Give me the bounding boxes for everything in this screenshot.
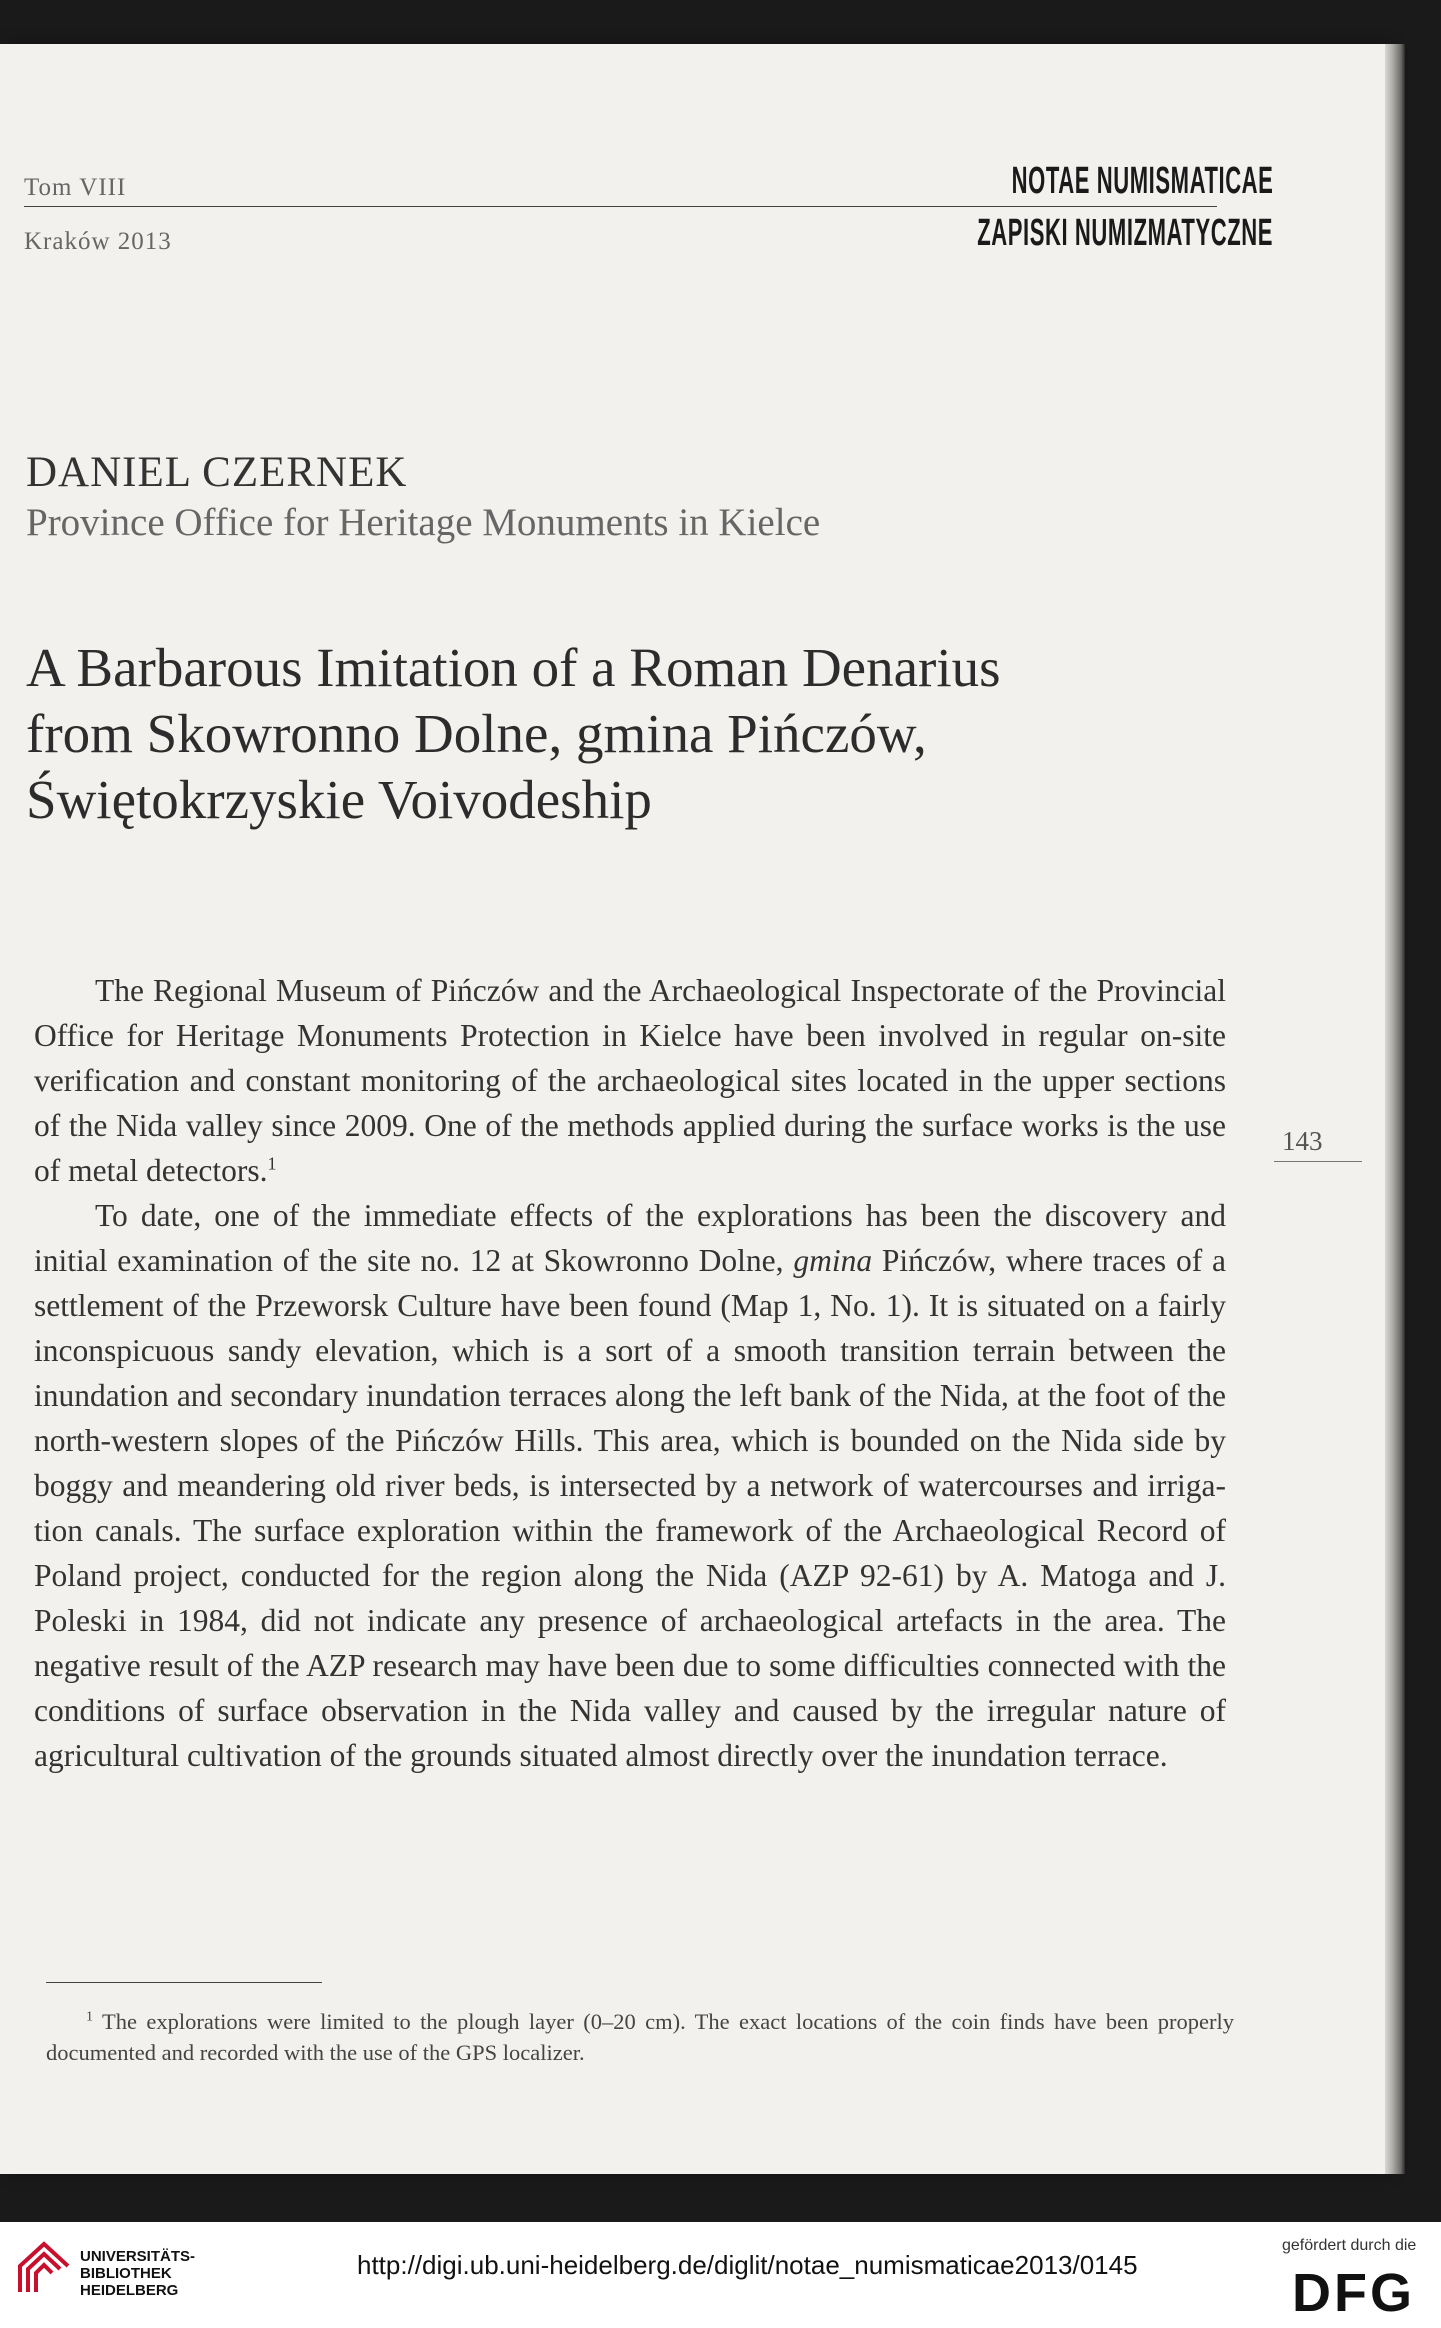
footnote-ref[interactable]: 1 (267, 1153, 277, 1174)
title-line-1: A Barbarous Imitation of a Roman Denarius (26, 637, 1001, 698)
page-number: 143 (1282, 1126, 1323, 1156)
place-year-label: Kraków 2013 (24, 228, 172, 255)
article-title (26, 635, 1176, 833)
article-body (34, 968, 1226, 1778)
footnote-number: 1 (86, 2009, 93, 2025)
journal-title-polish: ZAPISKI NUMIZMATYCZNE (977, 212, 1273, 254)
university-library-logo-icon[interactable] (14, 2238, 74, 2298)
paragraph-1: The Regional Museum of Pińczów and the Archaeological Inspectorate of the Provincial Office for Heritage Monuments Protection in Kielce have been involved in regular on-site verification and constant monitoring of the archaeological sites located in the upper sections of the Nida valley since 2009. One of the methods applied during the surface works is the use of metal detectors.$^1$ (34, 973, 1226, 1188)
dfg-logo[interactable]: DFG (1292, 2263, 1415, 2323)
funding-text: gefördert durch die (1282, 2237, 1417, 2254)
header-rule (24, 206, 1217, 207)
title-line-2: from Skowronno Dolne, gmina Pińczów, (26, 703, 927, 764)
author-affiliation: Province Office for Heritage Monuments in Kielce (26, 501, 821, 544)
footnote-separator (46, 1982, 322, 1983)
journal-title-latin: NOTAE NUMISMATICAE (1011, 160, 1273, 202)
paragraph-2: To date, one of the immediate effects of the explorations has been the discovery and initial examination of the site no. 12 at Skowronno Dolne, gmina Pińczów, where traces of a settlement of the Przeworsk Culture have been found (Map 1, No. 1). It is situated on a fairly inconspicuous sandy elevation, which is a sort of a smooth transition terrain between the inundation and secondary inundation terraces along the left bank of the Nida, at the foot of the north-western slopes of the Pińczów Hills. This area, which is bounded on the Nida side by boggy and meandering old river beds, is intersected by a network of watercourses and irrigation canals. The surface exploration within the framework of the Archaeological Record of Poland project, conducted for the region along the Nida (AZP 92-61) by A. Matoga and J. Poleski in 1984, did not indicate any presence of archaeological artefacts in the area. The negative result of the AZP research may have been due to some difficulties connected with the conditions of surface observation in the Nida valley and caused by the irregular nature of agricultural cultivation of the grounds situated almost directly over the inundation terrace. (34, 1198, 1226, 1773)
source-url-link[interactable]: http://digi.ub.uni-heidelberg.de/diglit/notae_numismaticae2013/0145 (357, 2250, 1138, 2280)
page-number-rule (1274, 1161, 1362, 1162)
footnote-text: The explorations were limited to the plough layer (0–20 cm). The exact locations of the coin finds have been properly documented and recorded with the use of the GPS localizer. (46, 2009, 1234, 2065)
university-library-name[interactable]: UNIVERSITÄTS- BIBLIOTHEK HEIDELBERG (80, 2248, 196, 2299)
volume-label: Tom VIII (24, 174, 127, 201)
page-edge-shadow (1385, 44, 1405, 2174)
author-name: DANIEL CZERNEK (26, 449, 408, 496)
title-line-3: Świętokrzyskie Voivodeship (26, 769, 652, 830)
footnote (46, 2006, 1234, 2068)
